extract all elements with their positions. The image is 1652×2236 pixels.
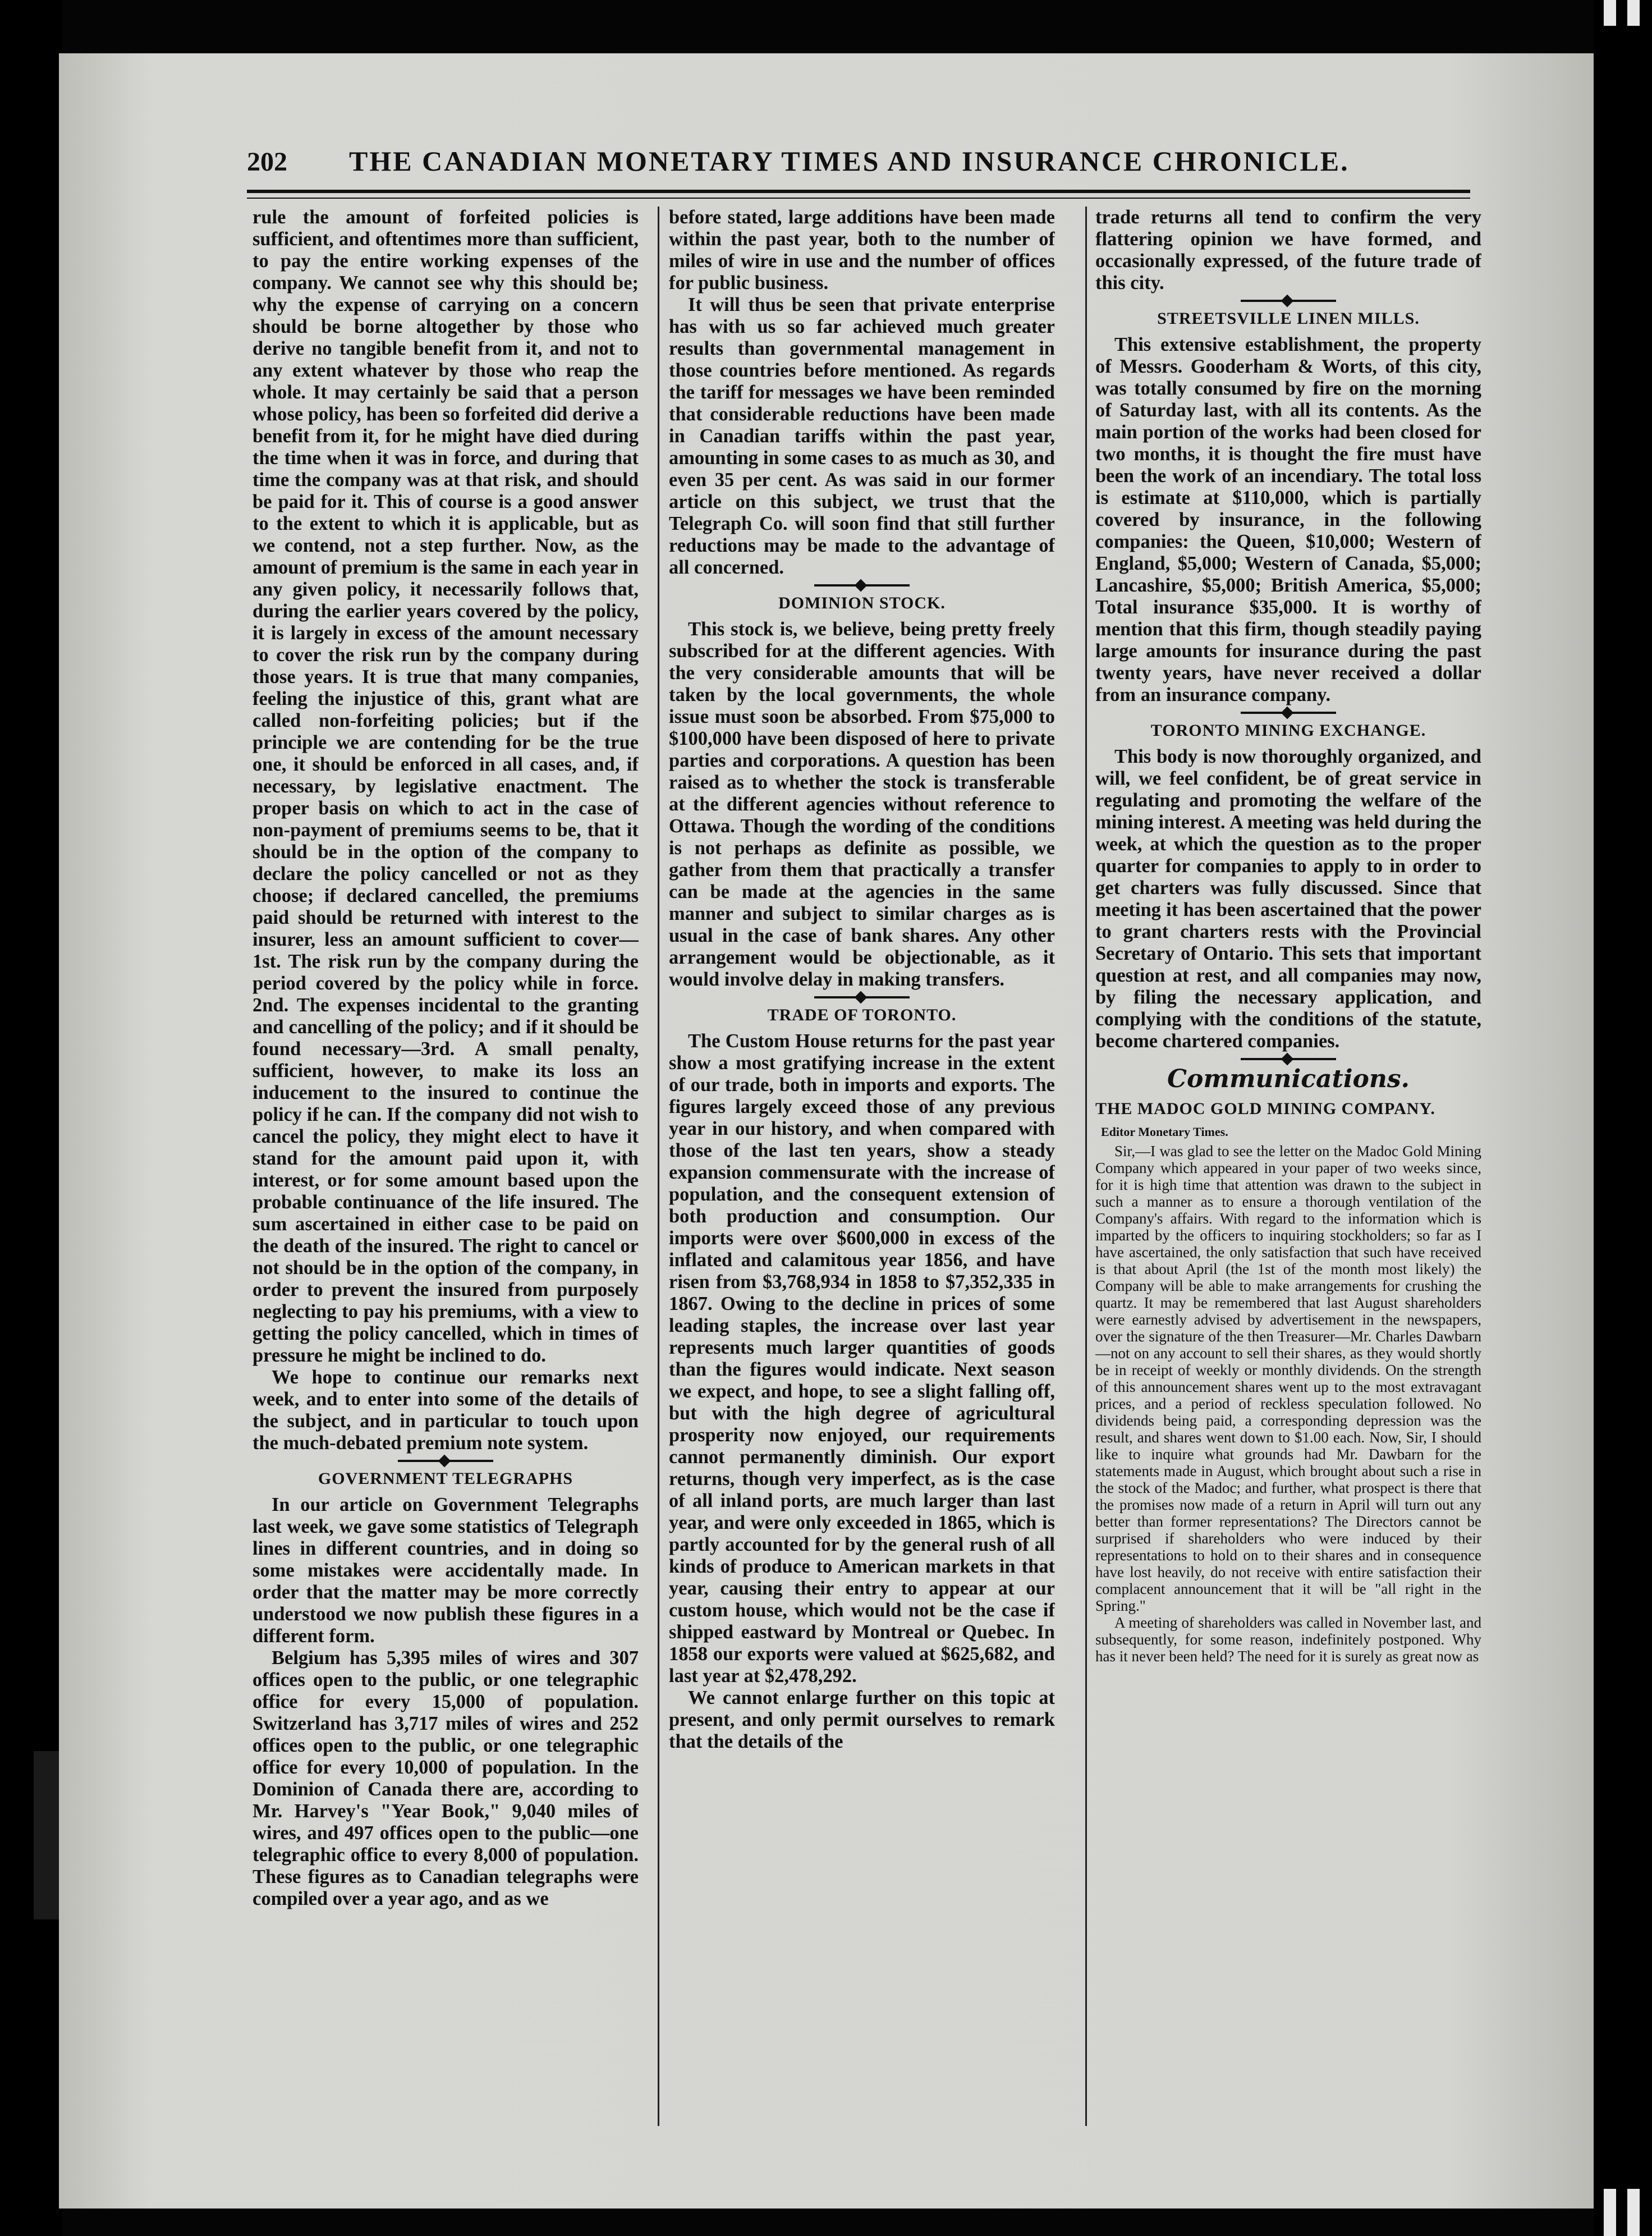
article-paragraph: It will thus be seen that private enterprise has with us so far achieved much greater results than governmental management in those countries before mentioned. As regards the tariff for messages we have been reminded that considerable reductions have been made in Canadian tariffs within the past year, amounting in some cases to as much as 30, and even 35 per cent. As was said in our former article on this subject, we trust that the Telegraph Co. will soon find that still further reductions may be made to the advantage of all concerned. bbox=[669, 294, 1055, 578]
page-header bbox=[247, 145, 1470, 190]
binding-mark bbox=[1627, 2189, 1640, 2236]
article-paragraph: We hope to continue our remarks next week, and to enter into some of the details of the subject, and in particular to touch upon the much-debated premium note system. bbox=[253, 1367, 639, 1454]
binding-mark bbox=[1627, 0, 1640, 26]
headline-trade-of-toronto: TRADE OF TORONTO. bbox=[767, 1006, 957, 1024]
header-rule bbox=[247, 190, 1470, 193]
section-separator bbox=[398, 1460, 493, 1462]
article-paragraph: In our article on Government Telegraphs last week, we gave some statistics of Telegraph lines in different countries, and in doing so some mistakes were accidentally made. In order that the matter may be more correctly understood we now publish these figures in a different form. bbox=[253, 1494, 639, 1647]
section-title-communications: Communications. bbox=[1167, 1065, 1410, 1093]
headline-streetsville-linen-mills: STREETSVILLE LINEN MILLS. bbox=[1157, 309, 1420, 328]
article-paragraph: This body is now thoroughly organized, and will, we feel confident, be of great service in regulating and promoting the welfare of the mining interest. A meeting was held during the week, at which the question as to the proper quarter for companies to apply to in order to get charters was fully discussed. Since that meeting it has been ascertained that the power to grant charters rests with the Provincial Secretary of Ontario. This sets that important question at rest, and all companies may now, by filing the necessary application, and complying with the conditions of the statute, become chartered companies. bbox=[1095, 746, 1481, 1052]
headline-dominion-stock: DOMINION STOCK. bbox=[778, 594, 946, 612]
article-paragraph: rule the amount of forfeited policies is sufficient, and oftentimes more than sufficient, to pay the entire working expenses of the company. We cannot see why this should be; why the expense of carrying on a concern should be borne altogether by those who derive no tangible benefit from it, and not to any extent whatever by those who reap the whole. It may certainly be said that a person whose policy, has been so forfeited did derive a benefit from it, for he might have died during the time when it was in force, and during that time the company was at that risk, and should be paid for it. This of course is a good answer to the extent to which it is applicable, but as we contend, not a step further. Now, as the amount of premium is the same in each year in any given policy, it necessarily follows that, during the earlier years covered by the policy, it is largely in excess of the amount necessary to cover the risk run by the company during those years. It is true that many companies, feeling the injustice of this, grant what are called non-forfeiting policies; but if the principle we are contending for be the true one, it should be enforced in all cases, and, if necessary, by legislative enactment. The proper basis on which to act in the case of non-payment of premiums seems to be, that it should be in the option of the company to declare the policy cancelled or not as they choose; if declared cancelled, the premiums paid should be returned with interest to the insurer, less an amount sufficient to cover—1st. The risk run by the company during the period covered by the policy while in force. 2nd. The expenses incidental to the granting and cancelling of the policy; and if it should be found necessary—3rd. A small penalty, sufficient, however, to make its loss an inducement to the insured to continue the policy if he can. If the company did not wish to cancel the policy, they might elect to have it stand for the amount paid upon it, with interest, or for some amount based upon the probable continuance of the life insured. The sum ascertained in either case to be paid on the death of the insured. The right to cancel or not should be in the option of the company, in order to prevent the insured from purposely neglecting to pay his premiums, with a view to getting the policy cancelled, which in times of pressure he might be inclined to do. bbox=[253, 207, 639, 1366]
letter-paragraph: A meeting of shareholders was called in November last, and subsequently, for some reason, indefinitely postponed. Why has it never been held? The need for it is surely as great now as bbox=[1095, 1614, 1481, 1665]
article-paragraph: trade returns all tend to confirm the very flattering opinion we have formed, and occasionally expressed, of the future trade of this city. bbox=[1095, 207, 1481, 294]
column-1 bbox=[253, 207, 639, 2143]
section-separator bbox=[814, 584, 910, 587]
column-2 bbox=[669, 207, 1055, 2143]
page-number: 202 bbox=[247, 147, 287, 177]
article-paragraph: The Custom House returns for the past year show a most gratifying increase in the extent of our trade, both in imports and exports. The figures largely exceed those of any previous year in our history, and when compared with those of the last ten years, show a steady expansion commensurate with the increase of population, and the consequent extension of both production and consumption. Our imports were over $600,000 in excess of the inflated and calamitous year 1856, and have risen from $3,768,934 in 1858 to $7,352,335 in 1867. Owing to the decline in prices of some leading staples, the increase over last year represents much larger quantities of goods than the figures would indicate. Next season we expect, and hope, to see a slight falling off, but with the high degree of agricultural prosperity now enjoyed, our requirements cannot permanently diminish. Our export returns, though very imperfect, as is the case of all inland ports, are much larger than last year, and were only exceeded in 1865, which is partly accounted for by the general rush of all kinds of produce to American markets in that year, causing their entry to appear at our custom house, which would not be the case if shipped eastward by Montreal or Quebec. In 1858 our exports were valued at $625,682, and last year at $2,478,292. bbox=[669, 1030, 1055, 1687]
column-rule bbox=[658, 207, 659, 2126]
column-rule bbox=[1085, 207, 1087, 2126]
article-paragraph: We cannot enlarge further on this topic at present, and only permit ourselves to remark that the details of the bbox=[669, 1687, 1055, 1752]
letter-salutation: Editor Monetary Times. bbox=[1101, 1125, 1228, 1139]
headline-toronto-mining-exchange: TORONTO MINING EXCHANGE. bbox=[1150, 721, 1426, 740]
letter-paragraph: Sir,—I was glad to see the letter on the Madoc Gold Mining Company which appeared in your paper of two weeks since, for it is high time that attention was drawn to the subject in such a manner as to ensure a thorough ventilation of the Company's affairs. With regard to the information which is imparted by the officers to inquiring stockholders; so far as I have ascertained, the only satisfaction that such have received is that about April (the 1st of the month most likely) the Company will be able to make arrangements for crushing the quartz. It may be remembered that last August shareholders were earnestly advised by advertisement in the newspapers, over the signature of the then Treasurer—Mr. Charles Dawbarn—not on any account to sell their shares, as they would shortly be in receipt of weekly or monthly dividends. On the strength of this announcement shares went up to the most extravagant prices, and a period of reckless speculation followed. No dividends being paid, a corresponding depression was the result, and shares went down to $1.00 each. Now, Sir, I should like to inquire what grounds had Mr. Dawbarn for the statements made in August, which brought about such a rise in the stock of the Madoc; and further, what prospect is there that the promises now made of a return in April will turn out any better than former representations? The Directors cannot be surprised if shareholders who were induced by their representations to hold on to their shares and in consequence have lost heavily, do not receive with entire satisfaction their complacent announcement that it will be "all right in the Spring." bbox=[1095, 1143, 1481, 1614]
article-paragraph: This stock is, we believe, being pretty freely subscribed for at the different agencies. With the very considerable amounts that will be taken by the local governments, the whole issue must soon be absorbed. From $75,000 to $100,000 have been disposed of here to private parties and corporations. A question has been raised as to whether the stock is transferable at the different agencies without reference to Ottawa. Though the wording of the conditions is not perhaps as definite as possible, we gather from them that practically a transfer can be made at the agencies in the same manner and subject to similar charges as is usual in the case of bank shares. Any other arrangement would be objectionable, as it would involve delay in making transfers. bbox=[669, 618, 1055, 990]
binding-mark bbox=[1604, 0, 1616, 26]
article-paragraph: Belgium has 5,395 miles of wires and 307 offices open to the public, or one telegraphic office for every 15,000 of population. Switzerland has 3,717 miles of wires and 252 offices open to the public, or one telegraphic office for every 10,000 of population. In the Dominion of Canada there are, according to Mr. Harvey's "Year Book," 9,040 miles of wires, and 497 offices open to the public—one telegraphic office to every 8,000 of population. These figures as to Canadian telegraphs were compiled over a year ago, and as we bbox=[253, 1647, 639, 1909]
section-separator bbox=[1241, 712, 1336, 714]
binding-mark bbox=[1604, 2189, 1616, 2236]
section-separator bbox=[1241, 1058, 1336, 1060]
section-separator bbox=[1241, 300, 1336, 302]
scan-border-right bbox=[1594, 0, 1652, 2236]
masthead-title: THE CANADIAN MONETARY TIMES AND INSURANCE CHRONICLE. bbox=[349, 145, 1350, 177]
header-rule-thin bbox=[247, 198, 1470, 199]
section-separator bbox=[814, 996, 910, 998]
article-paragraph: This extensive establishment, the property of Messrs. Gooderham & Worts, of this city, was totally consumed by fire on the morning of Saturday last, with all its contents. As the main portion of the works had been closed for two months, it is thought the fire must have been the work of an incendiary. The total loss is estimate at $110,000, which is partially covered by insurance, in the following companies: the Queen, $10,000; Western of England, $5,000; Western of Canada, $5,000; Lancashire, $5,000; British America, $5,000; Total insurance $35,000. It is worthy of mention that this firm, though steadily paying large amounts for insurance during the past twenty years, have never received a dollar from an insurance company. bbox=[1095, 334, 1481, 705]
headline-madoc-gold-mining: THE MADOC GOLD MINING COMPANY. bbox=[1095, 1099, 1435, 1118]
column-3 bbox=[1095, 207, 1481, 2143]
headline-government-telegraphs: GOVERNMENT TELEGRAPHS bbox=[318, 1469, 573, 1488]
article-paragraph: before stated, large additions have been made within the past year, both to the number of miles of wire in use and the number of offices for public business. bbox=[669, 207, 1055, 294]
